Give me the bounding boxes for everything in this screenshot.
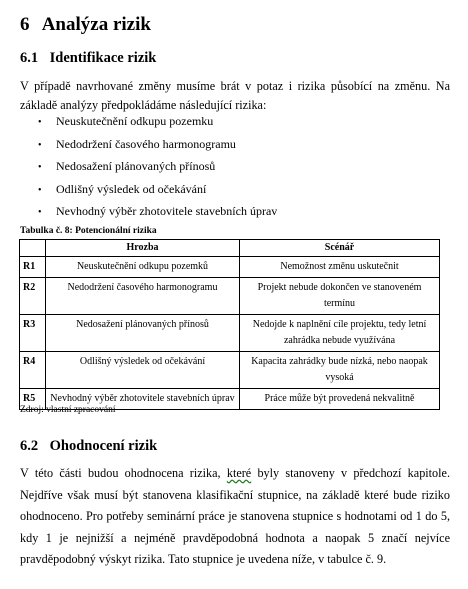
bullet-icon: • xyxy=(38,207,42,219)
list-item: • Neuskutečnění odkupu pozemku xyxy=(38,114,214,128)
risk-id: R2 xyxy=(20,278,46,315)
table-header-id xyxy=(20,240,46,257)
risk-scenario: Nemožnost změnu uskutečnit xyxy=(240,257,440,278)
risk-id: R3 xyxy=(20,315,46,352)
intro-paragraph: V případě navrhované změny musíme brát v potaz i rizika působící na změnu. Na základě analýzy předpokládáme následující rizika: xyxy=(20,79,450,112)
table-header-row xyxy=(20,240,440,257)
table-row xyxy=(20,315,440,352)
risk-scenario: Práce může být provedená nekvalitně xyxy=(240,389,440,410)
risk-threat: Nevhodný výběr zhotovitele stavebních úprav xyxy=(46,389,240,410)
table-row xyxy=(20,257,440,278)
section-number: 6 xyxy=(20,14,30,35)
risk-bullet-list xyxy=(38,114,277,227)
subsection-heading-evaluation xyxy=(20,438,157,455)
risk-scenario: Projekt nebude dokončen ve stanoveném termínu xyxy=(240,278,440,315)
bullet-icon: • xyxy=(38,184,42,196)
risk-threat: Nedodržení časového harmonogramu xyxy=(46,278,240,315)
subsection-heading-identification xyxy=(20,50,156,67)
spellcheck-marked-word: které xyxy=(226,466,252,480)
table-row xyxy=(20,352,440,389)
bullet-icon: • xyxy=(38,139,42,151)
risk-scenario: Kapacita zahrádky bude nízká, nebo naopak vysoká xyxy=(240,352,440,389)
table-source: Zdroj: vlastní zpracování xyxy=(20,405,116,415)
list-item: • Nedosažení plánovaných přínosů xyxy=(38,159,216,174)
section-title: Analýza rizik xyxy=(41,14,151,35)
table-header-scenario: Scénář xyxy=(240,240,440,257)
subsection-number: 6.2 xyxy=(20,438,39,454)
table-row xyxy=(20,278,440,315)
evaluation-paragraph: V této části budou ohodnocena rizika, které byly stanoveny v předchozí kapitole. Nejdříve však musí být stanovena klasifikační stupnice, na základě které bude riziko ohodnoceno. Pro potřeby seminární práce je stanovena stupnice s hodnotami od 1 do 5, kdy 1 je nejnižší a nejméně pravděpodobná hodnota a naopak 5 značí nejvíce pravděpodobný výskyt rizika. Tato stupnice je uvedena níže, v tabulce č. 9. xyxy=(20,466,450,566)
risk-table xyxy=(19,239,440,410)
risk-threat: Odlišný výsledek od očekávání xyxy=(46,352,240,389)
subsection-number: 6.1 xyxy=(20,50,39,66)
risk-id: R1 xyxy=(20,257,46,278)
list-item: • Odlišný výsledek od očekávání xyxy=(38,181,207,196)
risk-scenario: Nedojde k naplnění cíle projektu, tedy letní zahrádka nebude využívána xyxy=(240,315,440,352)
subsection-title: Ohodnocení rizik xyxy=(49,438,158,454)
bullet-icon: • xyxy=(38,162,42,174)
risk-threat: Neuskutečnění odkupu pozemků xyxy=(46,257,240,278)
risk-id: R5 xyxy=(20,389,46,410)
risk-id: R4 xyxy=(20,352,46,389)
section-heading xyxy=(20,14,151,36)
list-item: • Nevhodný výběr zhotovitele stavebních úprav xyxy=(38,204,278,219)
bullet-icon: • xyxy=(38,117,42,128)
risk-threat: Nedosažení plánovaných přínosů xyxy=(46,315,240,352)
table-caption: Tabulka č. 8: Potencionální rizika xyxy=(20,226,157,236)
subsection-title: Identifikace rizik xyxy=(49,50,157,66)
list-item: • Nedodržení časového harmonogramu xyxy=(38,136,236,151)
table-header-threat: Hrozba xyxy=(46,240,240,257)
